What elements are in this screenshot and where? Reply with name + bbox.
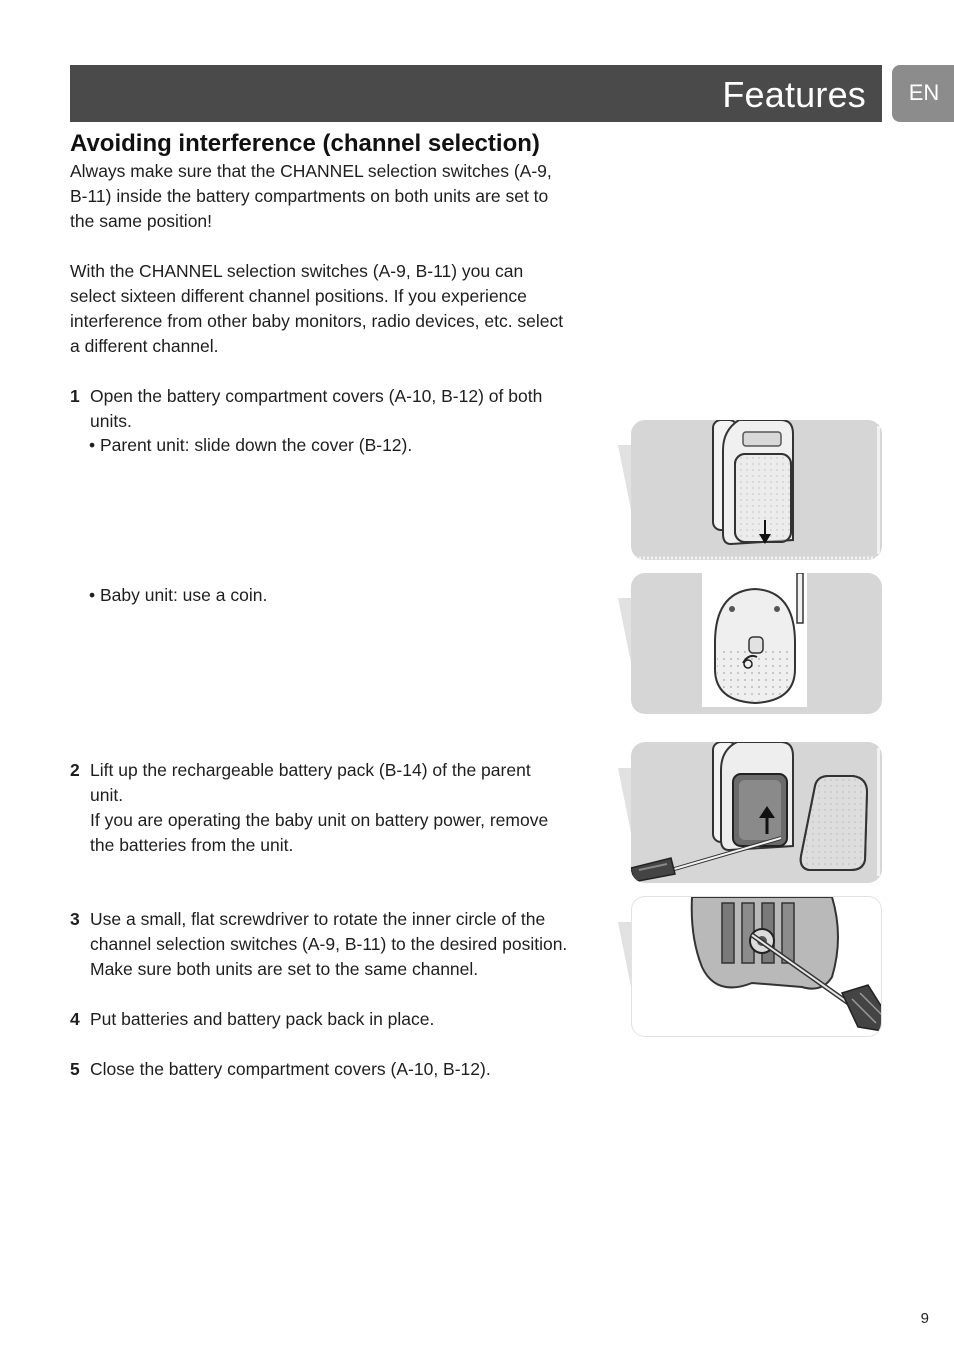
bullet-parent-unit: • Parent unit: slide down the cover (B-12). [89, 435, 413, 455]
step-2 [70, 758, 615, 858]
step-number: 4 [70, 1009, 80, 1029]
step-line: Use a small, flat screwdriver to rotate the inner circle of the [90, 909, 546, 929]
step-line: Lift up the rechargeable battery pack (B-14) of the parent [90, 760, 531, 780]
page-number: 9 [920, 1310, 929, 1327]
language-tab: EN [892, 65, 954, 122]
screwdriver-channel-switch-illustration [632, 897, 882, 1037]
intro-line: the same position! [70, 211, 213, 231]
step-1 [70, 384, 615, 434]
parent-unit-cover-figure [631, 420, 882, 560]
step-number: 5 [70, 1059, 80, 1079]
channel-paragraph [70, 259, 615, 359]
channel-line: interference from other baby monitors, radio devices, etc. select [70, 311, 564, 331]
channel-line: a different channel. [70, 336, 219, 356]
header-bar [70, 65, 882, 122]
step-3 [70, 907, 615, 982]
screwdriver-channel-figure [631, 896, 882, 1037]
step-line: If you are operating the baby unit on battery power, remove [90, 810, 549, 830]
battery-pack-lift-illustration [631, 742, 882, 883]
baby-unit-coin-figure [631, 573, 882, 714]
bullet-baby-unit: • Baby unit: use a coin. [89, 585, 268, 605]
step-5 [70, 1057, 615, 1082]
step-line: Close the battery compartment covers (A-10, B-12). [90, 1059, 491, 1079]
step-number: 2 [70, 760, 80, 780]
step-line: channel selection switches (A-9, B-11) to the desired position. [90, 934, 568, 954]
parent-unit-slide-cover-illustration [631, 420, 882, 560]
step-line: unit. [90, 785, 124, 805]
step-line: Open the battery compartment covers (A-10, B-12) of both [90, 386, 543, 406]
channel-line: select sixteen different channel positions. If you experience [70, 286, 527, 306]
intro-line: B-11) inside the battery compartments on both units are set to [70, 186, 549, 206]
channel-line: With the CHANNEL selection switches (A-9, B-11) you can [70, 261, 524, 281]
section-heading: Avoiding interference (channel selection) [70, 130, 540, 157]
baby-unit-coin-illustration [631, 573, 882, 714]
page-title: Features [722, 74, 866, 115]
step-4 [70, 1007, 615, 1032]
step-number: 1 [70, 386, 80, 406]
step-number: 3 [70, 909, 80, 929]
intro-paragraph [70, 159, 615, 234]
step-line: Put batteries and battery pack back in place. [90, 1009, 435, 1029]
intro-line: Always make sure that the CHANNEL selection switches (A-9, [70, 161, 552, 181]
step-line: Make sure both units are set to the same channel. [90, 959, 479, 979]
battery-pack-lift-figure [631, 742, 882, 883]
step-line: units. [90, 411, 132, 431]
step-line: the batteries from the unit. [90, 835, 294, 855]
